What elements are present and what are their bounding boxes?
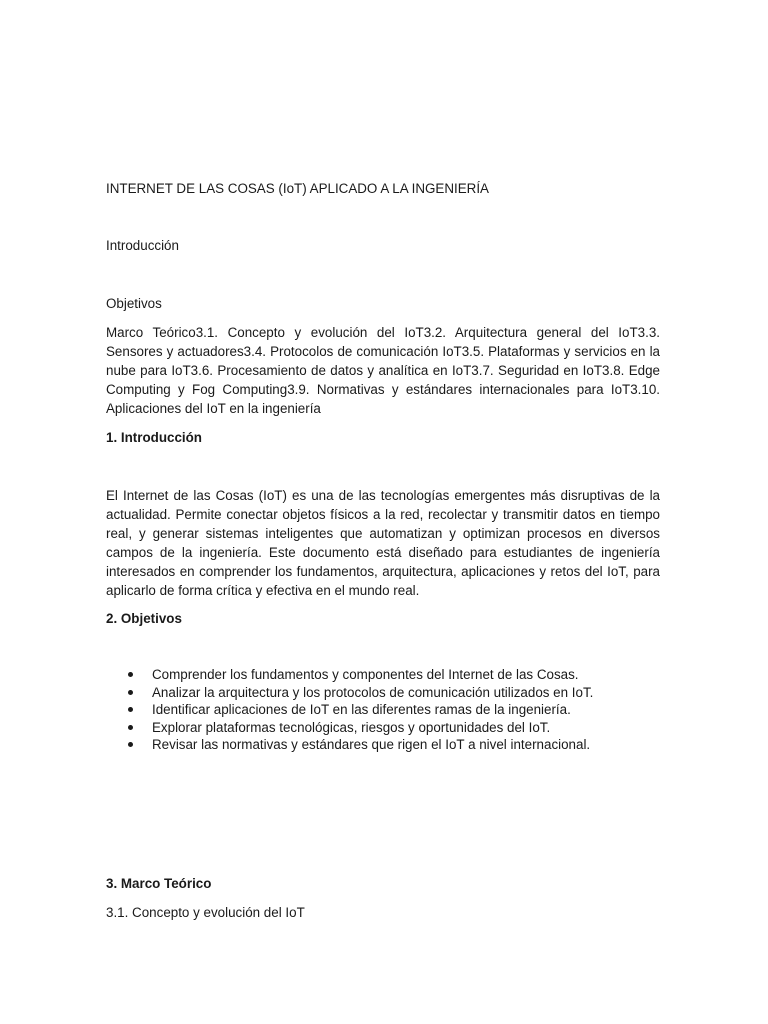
list-item xyxy=(106,684,660,702)
bullet-icon xyxy=(128,672,133,677)
bullet-icon xyxy=(128,742,133,747)
objective-text: Revisar las normativas y estándares que rigen el IoT a nivel internacional. xyxy=(152,737,591,752)
objective-text: Comprender los fundamentos y componentes del Internet de las Cosas. xyxy=(152,667,579,682)
objective-text: Analizar la arquitectura y los protocolos de comunicación utilizados en IoT. xyxy=(152,684,594,700)
document-title: INTERNET DE LAS COSAS (IoT) APLICADO A LA INGENIERÍA xyxy=(106,181,489,196)
list-item xyxy=(106,666,660,684)
bullet-icon xyxy=(128,690,133,695)
toc-introduccion: Introducción xyxy=(106,238,179,253)
bullet-icon xyxy=(128,707,133,712)
toc-marco-teorico: Marco Teórico3.1. Concepto y evolución del IoT3.2. Arquitectura general del IoT3.3. Sensores y actuadores3.4. Protocolos de comunicación IoT3.5. Plataformas y servicios en la nube para IoT3.6. Procesamiento de datos y analítica en IoT3.7. Seguridad en IoT3.8. Edge Computing y Fog Computing3.9. Normativas y estándares internacionales para IoT3.10. Aplicaciones del IoT en la ingeniería xyxy=(106,325,660,416)
section-1-heading: 1. Introducción xyxy=(106,430,202,445)
toc-objetivos: Objetivos xyxy=(106,296,162,311)
list-item xyxy=(106,701,660,719)
objectives-list xyxy=(106,666,660,754)
objective-text: Explorar plataformas tecnológicas, riesgos y oportunidades del IoT. xyxy=(152,719,551,735)
list-item xyxy=(106,736,660,754)
bullet-icon xyxy=(128,725,133,730)
list-item xyxy=(106,719,660,737)
section-3-heading: 3. Marco Teórico xyxy=(106,876,212,891)
document-page xyxy=(106,0,660,1024)
objective-text: Identificar aplicaciones de IoT en las diferentes ramas de la ingeniería. xyxy=(152,702,571,717)
section-1-body: El Internet de las Cosas (IoT) es una de las tecnologías emergentes más disruptivas de la actualidad. Permite conectar objetos físicos a la red, recolectar y transmitir datos en tiempo real, y generar sistemas inteligentes que automatizan y optimizan procesos en diversos campos de la ingeniería. Este documento está diseñado para estudiantes de ingeniería interesados en comprender los fundamentos, arquitectura, aplicaciones y retos del IoT, para aplicarlo de forma crítica y efectiva en el mundo real. xyxy=(106,488,660,598)
section-2-heading: 2. Objetivos xyxy=(106,611,182,626)
section-3-1-heading: 3.1. Concepto y evolución del IoT xyxy=(106,905,305,920)
